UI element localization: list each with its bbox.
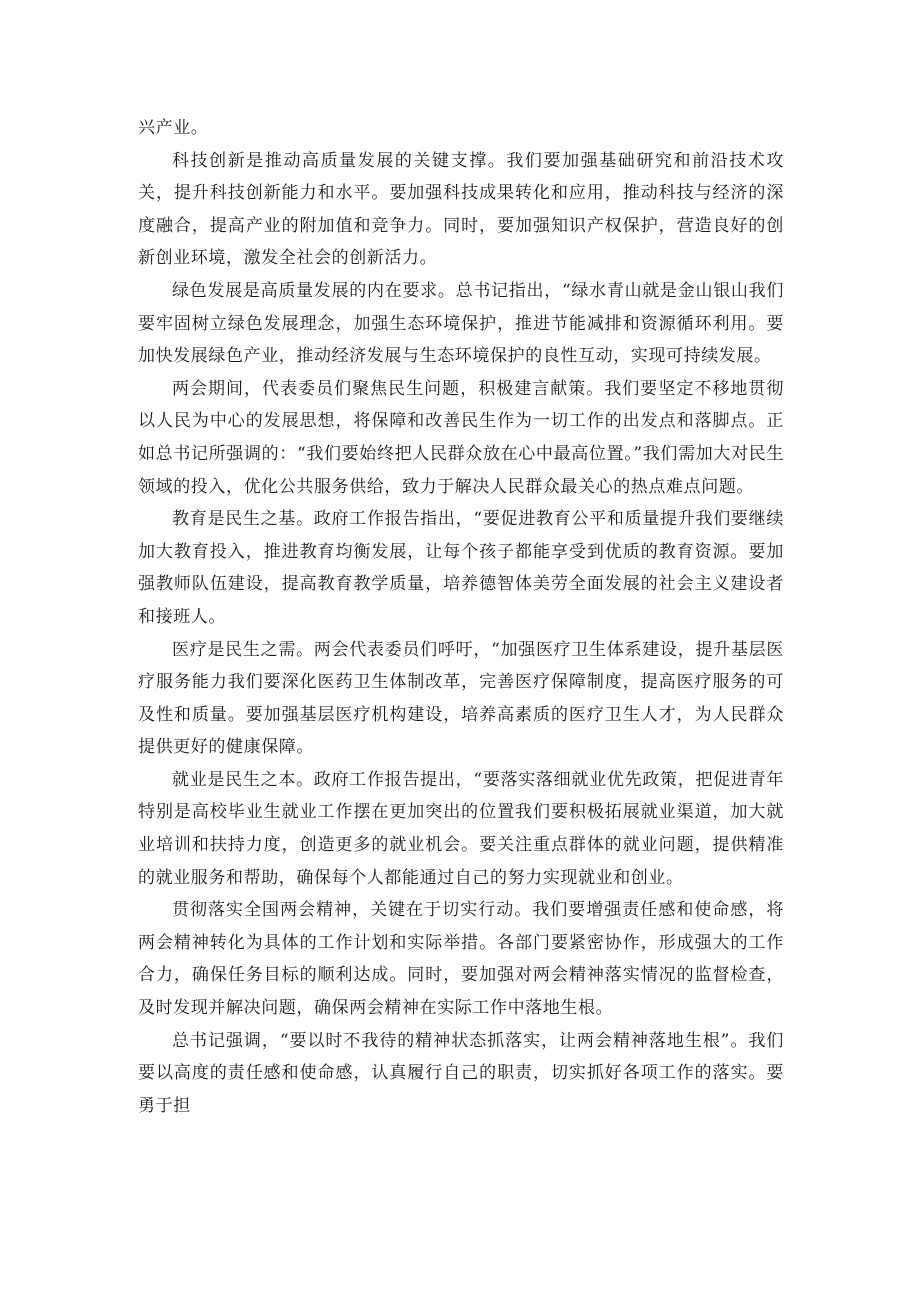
paragraph-conclusion: 总书记强调，“要以时不我待的精神状态抓落实，让两会精神落地生根”。我们要以高度的责任感和使命感，认真履行自己的职责，切实抓好各项工作的落实。要勇于担 (138, 1030, 784, 1116)
paragraph-employment: 就业是民生之本。政府工作报告提出，“要落实落细就业优先政策，把促进青年特别是高校毕业生就业工作摆在更加突出的位置我们要积极拓展就业渠道，加大就业培训和扶持力度，创造更多的就业机会。要关注重点群体的就业问题，提供精准的就业服务和帮助，确保每个人都能通过自己的努力实现就业和创业。 (138, 769, 784, 888)
paragraph-implementation: 贯彻落实全国两会精神，关键在于切实行动。我们要增强责任感和使命感，将两会精神转化为具体的工作计划和实际举措。各部门要紧密协作，形成强大的工作合力，确保任务目标的顺利达成。同时，要加强对两会精神落实情况的监督检查，及时发现并解决问题，确保两会精神在实际工作中落地生根。 (138, 900, 784, 1019)
paragraph-livelihood: 两会期间，代表委员们聚焦民生问题，积极建言献策。我们要坚定不移地贯彻以人民为中心的发展思想，将保障和改善民生作为一切工作的出发点和落脚点。正如总书记所强调的：“我们要始终把人民群众放在心中最高位置。”我们需加大对民生领域的投入，优化公共服务供给，致力于解决人民群众最关心的热点难点问题。 (138, 378, 784, 497)
paragraph-continuation: 兴产业。 (138, 118, 209, 138)
paragraph-green-development: 绿色发展是高质量发展的内在要求。总书记指出，“绿水青山就是金山银山我们要牢固树立绿色发展理念，加强生态环境保护，推进节能减排和资源循环利用。要加快发展绿色产业，推动经济发展与生态环境保护的良性互动，实现可持续发展。 (138, 280, 784, 367)
paragraph-education: 教育是民生之基。政府工作报告指出，“要促进教育公平和质量提升我们要继续加大教育投入，推进教育均衡发展，让每个孩子都能享受到优质的教育资源。要加强教师队伍建设，提高教育教学质量，培养德智体美劳全面发展的社会主义建设者和接班人。 (138, 509, 784, 627)
document-body (138, 112, 784, 1122)
paragraph-healthcare: 医疗是民生之需。两会代表委员们呼吁，“加强医疗卫生体系建设，提升基层医疗服务能力我们要深化医药卫生体制改革，完善医疗保障制度，提高医疗服务的可及性和质量。要加强基层医疗机构建设，培养高素质的医疗卫生人才，为人民群众提供更好的健康保障。 (138, 639, 784, 758)
paragraph-tech-innovation: 科技创新是推动高质量发展的关键支撑。我们要加强基础研究和前沿技术攻关，提升科技创新能力和水平。要加强科技成果转化和应用，推动科技与经济的深度融合，提高产业的附加值和竞争力。同时，要加强知识产权保护，营造良好的创新创业环境，激发全社会的创新活力。 (138, 150, 784, 269)
